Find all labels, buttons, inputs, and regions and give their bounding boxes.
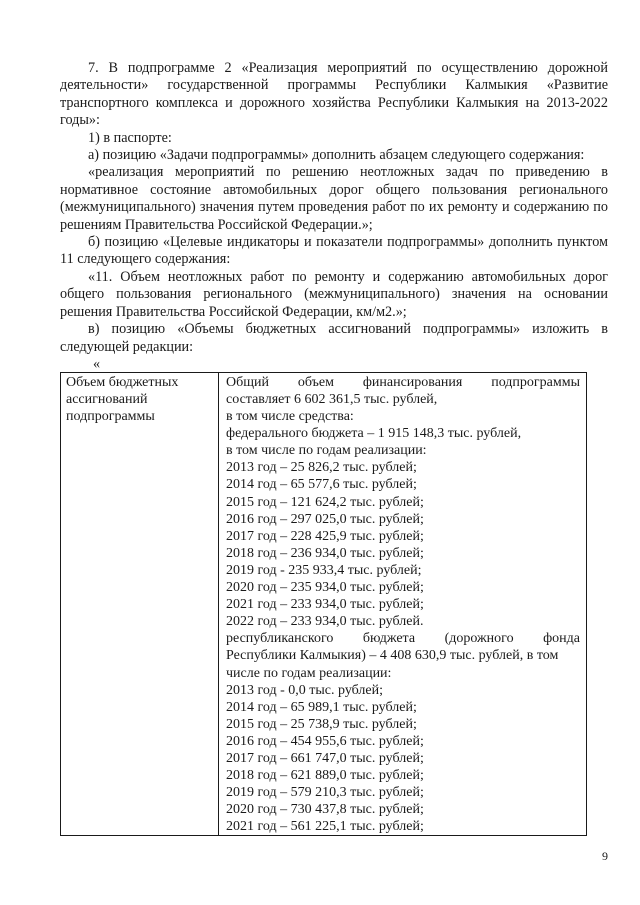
- paragraph-indicators-quote: «11. Объем неотложных работ по ремонту и содержанию автомобильных дорог общего пользования регионального (межмуниципального) значения на основании решения Правительства Российской Федерации, км/м2.»;: [60, 268, 608, 320]
- total-line-1: Общий объем финансирования подпрограммы: [226, 374, 580, 390]
- budget-table: [60, 372, 587, 837]
- paragraph-indicators: б) позицию «Целевые индикаторы и показатели подпрограммы» дополнить пунктом 11 следующего содержания:: [60, 234, 608, 268]
- table-row: [61, 372, 587, 836]
- list-item: 2017 год – 661 747,0 тыс. рублей;: [226, 750, 424, 766]
- document-body: [60, 60, 608, 836]
- paragraph-item-7: 7. В подпрограмме 2 «Реализация мероприятий по осуществлению дорожной деятельности» государственной программы Республики Калмыкия «Развитие транспортного комплекса и дорожного хозяйства Республики Калмыкия на 2013-2022 годы»:: [60, 60, 608, 129]
- page-number: 9: [602, 849, 608, 863]
- budget-label-cell: [61, 372, 219, 836]
- list-item: 2018 год – 236 934,0 тыс. рублей;: [226, 545, 424, 561]
- list-item: 2014 год – 65 577,6 тыс. рублей;: [226, 477, 417, 493]
- list-item: 2013 год – 25 826,2 тыс. рублей;: [226, 460, 417, 476]
- paragraph-passport: 1) в паспорте:: [88, 129, 172, 146]
- list-item: 2019 год – 579 210,3 тыс. рублей;: [226, 785, 424, 801]
- list-item: 2020 год – 730 437,8 тыс. рублей;: [226, 802, 424, 818]
- federal-total: федерального бюджета – 1 915 148,3 тыс. рублей,: [226, 426, 522, 442]
- list-item: 2016 год – 454 955,6 тыс. рублей;: [226, 733, 424, 749]
- list-item: 2013 год - 0,0 тыс. рублей;: [226, 682, 384, 698]
- list-item: 2018 год – 621 889,0 тыс. рублей;: [226, 768, 424, 784]
- list-item: 2016 год – 297 025,0 тыс. рублей;: [226, 511, 424, 527]
- paragraph-budget: в) позицию «Объемы бюджетных ассигнований подпрограммы» изложить в следующей редакции:: [60, 321, 608, 355]
- paragraph-tasks: а) позицию «Задачи подпрограммы» дополнить абзацем следующего содержания:: [88, 147, 585, 164]
- republic-line-2: Республики Калмыкия) – 4 408 630,9 тыс. рублей, в том: [226, 648, 559, 664]
- federal-by-years: в том числе по годам реализации:: [226, 443, 427, 459]
- list-item: 2022 год – 233 934,0 тыс. рублей.: [226, 614, 424, 630]
- list-item: 2020 год – 235 934,0 тыс. рублей;: [226, 580, 424, 596]
- including-funds: в том числе средства:: [226, 409, 354, 425]
- list-item: 2017 год – 228 425,9 тыс. рублей;: [226, 528, 424, 544]
- list-item: 2014 год – 65 989,1 тыс. рублей;: [226, 699, 417, 715]
- budget-details-cell: [219, 372, 587, 836]
- list-item: 2021 год – 561 225,1 тыс. рублей;: [226, 819, 424, 835]
- paragraph-tasks-quote: «реализация мероприятий по решению неотложных задач по приведению в нормативное состояние автомобильных дорог общего пользования регионального (межмуниципального) значения путем проведения работ по их ремонту и содержанию по решениям Правительства Российской Федерации.»;: [60, 164, 608, 233]
- republic-line-3: числе по годам реализации:: [226, 665, 392, 681]
- republic-line-1: республиканского бюджета (дорожного фонда: [226, 631, 580, 647]
- list-item: 2021 год – 233 934,0 тыс. рублей;: [226, 597, 424, 613]
- list-item: 2019 год - 235 933,4 тыс. рублей;: [226, 562, 422, 578]
- total-line-2: составляет 6 602 361,5 тыс. рублей,: [226, 392, 438, 407]
- list-item: 2015 год – 25 738,9 тыс. рублей;: [226, 716, 417, 732]
- budget-label: Объем бюджетных ассигнований подпрограммы: [66, 374, 179, 425]
- list-item: 2015 год – 121 624,2 тыс. рублей;: [226, 494, 424, 510]
- open-quote-mark: «: [93, 355, 101, 372]
